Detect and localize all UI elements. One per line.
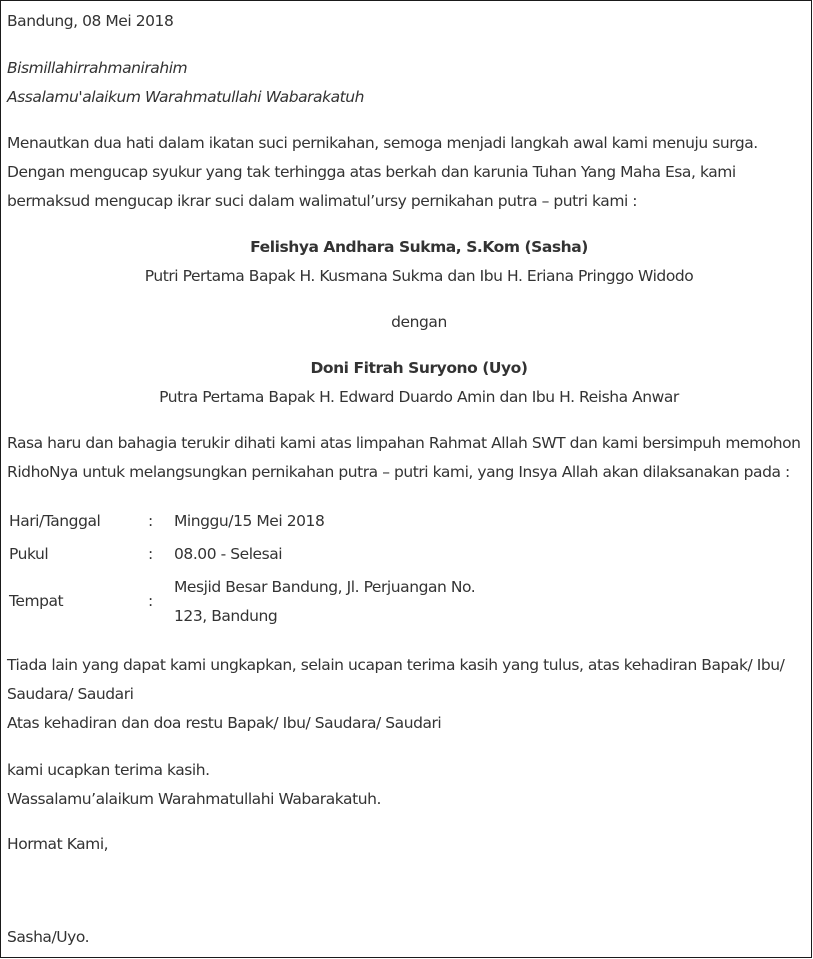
- place-label: Tempat: [9, 592, 64, 610]
- day-separator: :: [148, 512, 153, 530]
- closing-line-3: Atas kehadiran dan doa restu Bapak/ Ibu/ Saudara/ Saudari: [7, 714, 442, 732]
- day-label: Hari/Tanggal: [9, 512, 101, 530]
- place-value-line-2: 123, Bandung: [174, 607, 278, 625]
- closing-line-1: Tiada lain yang dapat kami ungkapkan, selain ucapan terima kasih yang tulus, atas kehadiran Bapak/ Ibu/: [7, 656, 785, 674]
- time-label: Pukul: [9, 545, 49, 563]
- intro-line-2: Dengan mengucap syukur yang tak terhingga atas berkah dan karunia Tuhan Yang Maha Esa, kami: [7, 163, 736, 181]
- signature: Sasha/Uyo.: [7, 928, 90, 946]
- closing-line-2: Saudara/ Saudari: [7, 685, 134, 703]
- time-separator: :: [148, 545, 153, 563]
- bride-parents: Putri Pertama Bapak H. Kusmana Sukma dan Ibu H. Eriana Pringgo Widodo: [144, 267, 694, 285]
- request-line-1: Rasa haru dan bahagia terukir dihati kami atas limpahan Rahmat Allah SWT dan kami bersimpuh memohon: [7, 434, 801, 452]
- groom-name: Doni Fitrah Suryono (Uyo): [310, 359, 528, 377]
- request-line-2: RidhoNya untuk melangsungkan pernikahan putra – putri kami, yang Insya Allah akan dilaksanakan pada :: [7, 463, 790, 481]
- letter-date: Bandung, 08 Mei 2018: [7, 12, 174, 30]
- thanks-line: kami ucapkan terima kasih.: [7, 761, 210, 779]
- place-separator: :: [148, 592, 153, 610]
- opening-basmalah: Bismillahirrahmanirahim: [7, 59, 188, 77]
- opening-salam: Assalamu'alaikum Warahmatullahi Wabarakatuh: [7, 88, 365, 106]
- regards-line: Hormat Kami,: [7, 835, 109, 853]
- day-value: Minggu/15 Mei 2018: [174, 512, 325, 530]
- intro-line-1: Menautkan dua hati dalam ikatan suci pernikahan, semoga menjadi langkah awal kami menuju surga.: [7, 134, 758, 152]
- groom-parents: Putra Pertama Bapak H. Edward Duardo Amin dan Ibu H. Reisha Anwar: [159, 388, 679, 406]
- time-value: 08.00 - Selesai: [174, 545, 283, 563]
- place-value-line-1: Mesjid Besar Bandung, Jl. Perjuangan No.: [174, 578, 476, 596]
- bride-name: Felishya Andhara Sukma, S.Kom (Sasha): [250, 238, 588, 256]
- connector-text: dengan: [391, 313, 447, 331]
- farewell-salam: Wassalamu’alaikum Warahmatullahi Wabarakatuh.: [7, 790, 381, 808]
- intro-line-3: bermaksud mengucap ikrar suci dalam walimatul’ursy pernikahan putra – putri kami :: [7, 192, 638, 210]
